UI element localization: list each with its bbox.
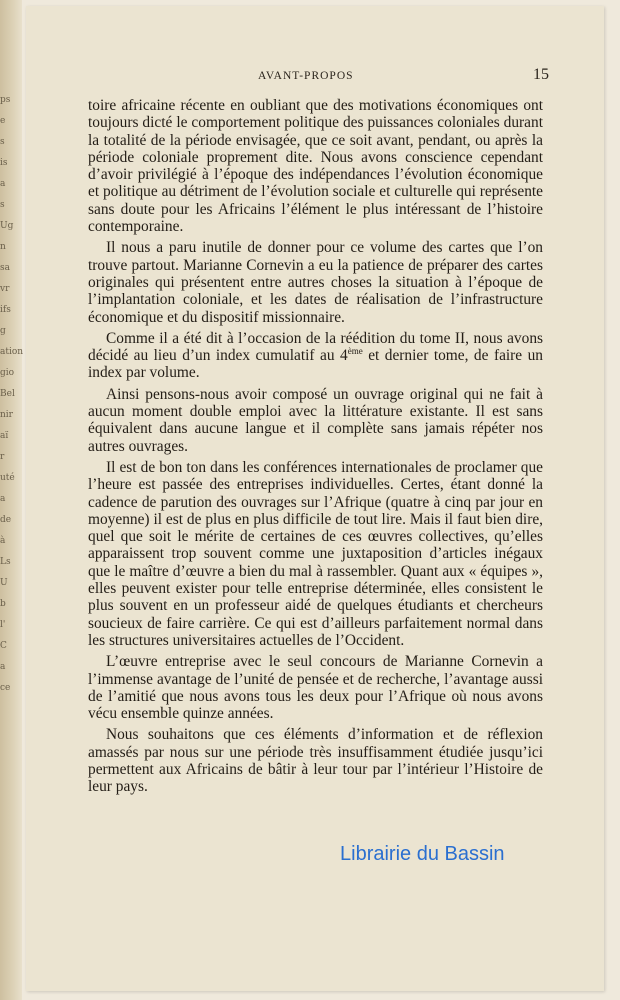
spine-fragment: is [0,158,8,168]
body-text [88,97,543,796]
spine-fragment: Ug [0,221,14,231]
spine-fragment: a [0,494,6,504]
spine-fragment: Bel [0,389,15,399]
spine-fragment: n [0,242,6,252]
spine-fragment: vr [0,284,10,294]
superscript-eme: ème [347,346,363,357]
bookseller-watermark: Librairie du Bassin [340,843,505,865]
spine-text-fragments [0,90,24,699]
spine-fragment: aï [0,431,9,441]
spine-fragment: sa [0,263,10,273]
spine-fragment: ation [0,347,24,357]
spine-fragment: ce [0,683,11,693]
spine-fragment: ifs [0,305,11,315]
paragraph: Nous souhaitons que ces éléments d’information et de réflexion amassés par nous sur une période très insuffisamment étudiée jusqu’ici permettent aux Africains de bâtir à leur tour par l’intérieur l’Histoire de leur pays. [88,726,543,796]
paragraph: Il est de bon ton dans les conférences internationales de proclamer que l’heure est passée des entreprises individuelles. Certes, étant donné la cadence de parution des ouvrages sur l’Afrique (quatre à cinq par jour en moyenne) il est de plus en plus difficile de tout lire. Mais il faut bien dire, quel que soit le mérite de certaines de ces œuvres collectives, qu’elles apparaissent trop souvent comme une juxtaposition d’articles inégaux que le maître d’œuvre a bien du mal à rassembler. Quant aux « équipes », elles peuvent exister pour telle entreprise déterminée, elles consistent le plus souvent en un professeur aidé de quelques étudiants et chercheurs soucieux de faire carrière. Ce qui est d’ailleurs parfaitement normal dans les structures universitaires actuelles de l’Occident. [88,458,543,649]
spine-fragment: a [0,662,6,672]
spine-fragment: nir [0,410,13,420]
spine-fragment: à [0,536,6,546]
paragraph-index-start: Comme il a été dit à l’occasion de la réédition du tome II, nous avons décidé au lieu d’un index cumulatif au 4 [88,329,543,365]
spine-fragment: de [0,515,12,525]
paragraph: L’œuvre entreprise avec le seul concours de Marianne Cornevin a l’immense avantage de l’unité de pensée et de recherche, l’avantage aussi de l’amitié que nous avons tous les deux pour l’Afrique où nous avons vécu ensemble quinze années. [88,653,543,723]
spine-fragment: a [0,179,6,189]
spine-fragment: gio [0,368,15,378]
spine-fragment: e [0,116,6,126]
spine-fragment: r [0,452,5,462]
spine-fragment: g [0,326,6,336]
spine-fragment: ps [0,95,11,105]
paragraph-index [88,330,543,382]
spine-fragment: uté [0,473,15,483]
spine-fragment: C [0,641,7,651]
book-page [26,6,604,991]
book-spine-edge [0,0,22,1000]
paragraph: toire africaine récente en oubliant que des motivations économiques ont toujours dicté le comportement politique des puissances coloniales durant la totalité de la période envisagée, que ce soit avant, pendant, ou après la période coloniale proprement dite. Nous avons conscience cependant d’avoir privilégié à l’époque des indépendances l’évolution économique et politique au détriment de l’évolution sociale et culturelle qui représente sans doute pour les Africains l’élément le plus intéressant de l’histoire contemporaine. [88,97,543,236]
paragraph: Il nous a paru inutile de donner pour ce volume des cartes que l’on trouve partout. Marianne Cornevin a eu la patience de préparer des cartes originales qui présentent entre autres choses la situation à l’époque de l’implantation coloniale, et les dates de réalisation de l’infrastructure économique et du dispositif missionnaire. [88,239,543,326]
page-number: 15 [533,66,549,83]
spine-fragment: b [0,599,6,609]
running-head: AVANT-PROPOS [258,70,354,82]
spine-fragment: l' [0,620,6,630]
paragraph: Ainsi pensons-nous avoir composé un ouvrage original qui ne fait à aucun moment double emploi avec la littérature existante. Il est sans équivalent dans aucune langue et il complète sans jamais répéter nos autres ouvrages. [88,385,543,455]
paragraph-index-end: et dernier tome, de faire un index par volume. [88,347,543,382]
spine-fragment: s [0,137,5,147]
spine-fragment: U [0,578,8,588]
spine-fragment: s [0,200,5,210]
spine-fragment: Ls [0,557,11,567]
